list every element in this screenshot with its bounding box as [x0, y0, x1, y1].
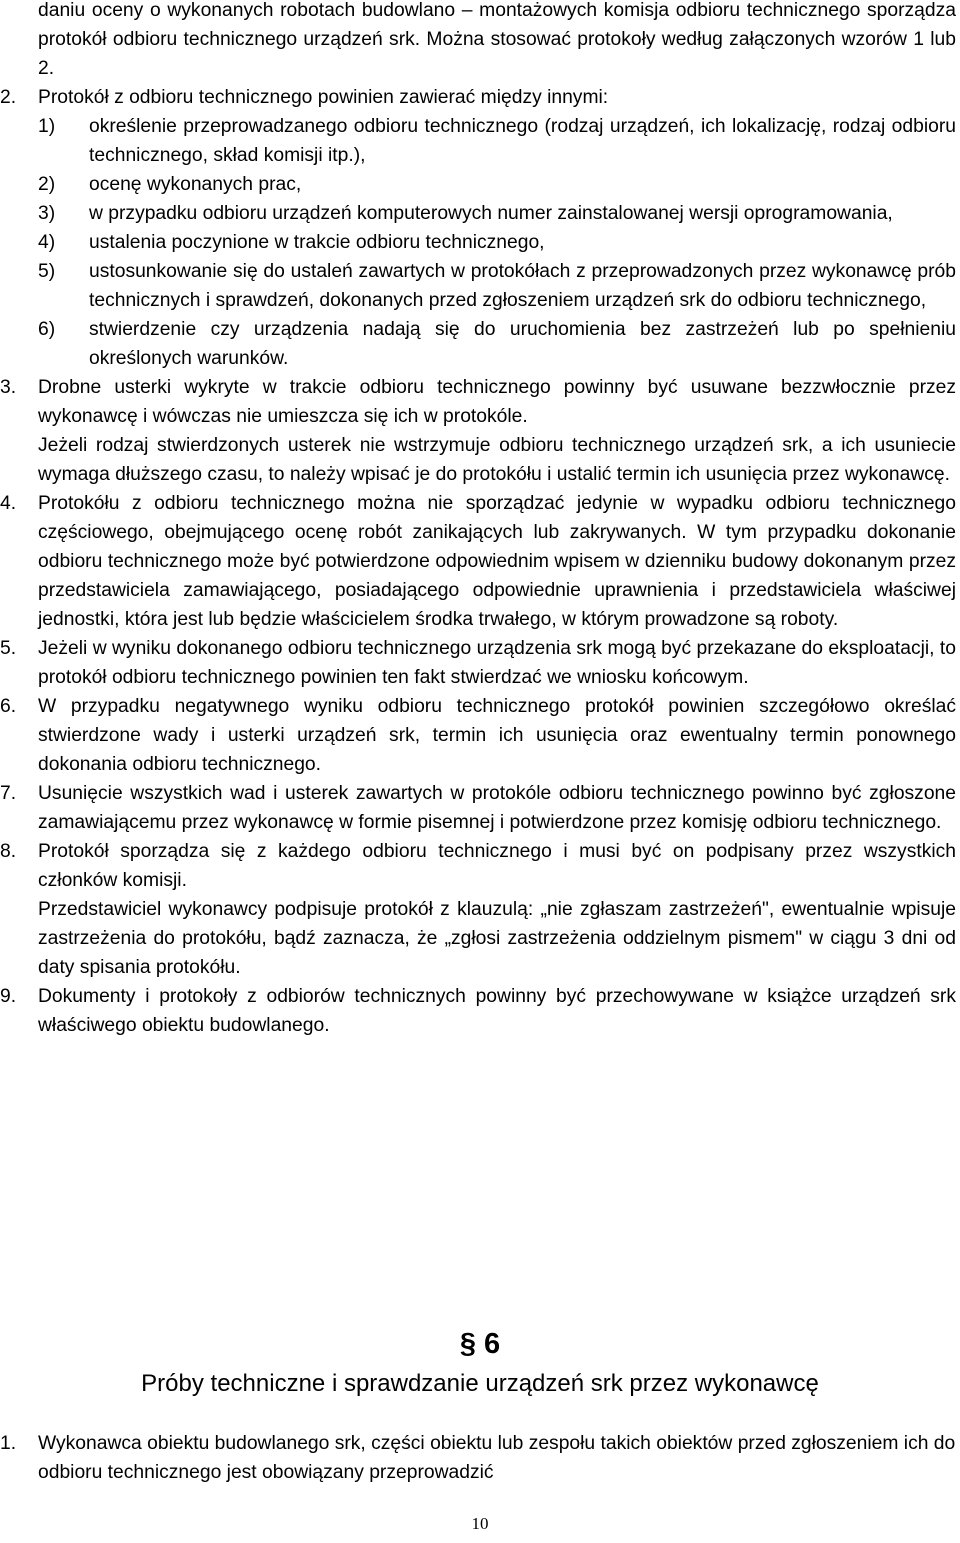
subitem-5 — [0, 257, 960, 315]
list-item-5 — [0, 634, 960, 692]
item-number: 8. — [0, 841, 17, 862]
subitem-text: w przypadku odbioru urządzeń komputerowych numer zainstalowanej wersji oprogramowania, — [89, 203, 893, 224]
subitem-text: ocenę wykonanych prac, — [89, 174, 302, 195]
section-body-text — [0, 1410, 960, 1507]
subitem-1 — [0, 112, 960, 170]
subitem-2 — [0, 170, 960, 199]
subitem-4 — [0, 228, 960, 257]
subitem-text: stwierdzenie czy urządzenia nadają się do uruchomienia bez zastrzeżeń lub po spełnieniu określonych warunków. — [89, 319, 956, 369]
list-item-7 — [0, 779, 960, 837]
section-title: Próby techniczne i sprawdzanie urządzeń srk przez wykonawcę — [141, 1370, 819, 1397]
subitem-number: 5) — [38, 261, 56, 282]
list-item-2 — [0, 83, 960, 112]
subitem-number: 6) — [38, 319, 56, 340]
page-number: 10 — [471, 1514, 489, 1533]
item-extra-text: Przedstawiciel wykonawcy podpisuje protokół z klauzulą: „nie zgłaszam zastrzeżeń", ewentualnie wpisuje zastrzeżenia do protokółu, bądź zaznacza, że „zgłosi zastrzeżenia oddzielnym pismem" w ciągu 3 dni od daty spisania protokółu. — [38, 899, 956, 978]
subitem-number: 1) — [38, 116, 56, 137]
item-text: Jeżeli w wyniku dokonanego odbioru technicznego urządzenia srk mogą być przekazane do eksploatacji, to protokół odbioru technicznego powinien ten fakt stwierdzać we wniosku końcowym. — [38, 638, 956, 688]
item-text: Usunięcie wszystkich wad i usterek zawartych w protokóle odbioru technicznego powinno być zgłoszone zamawiającemu przez wykonawcę w formie pisemnej i potwierdzone przez komisję odbioru technicznego. — [38, 783, 956, 833]
paragraph-continuation: daniu oceny o wykonanych robotach budowlano – montażowych komisja odbioru technicznego sporządza protokół odbioru technicznego urządzeń srk. Można stosować protokoły według załączonych wzorów 1 lub 2. — [38, 0, 956, 79]
item-text: Protokół sporządza się z każdego odbioru technicznego i musi być on podpisany przez wszystkich członków komisji. — [38, 841, 956, 891]
item-number: 4. — [0, 493, 17, 514]
item-number: 2. — [0, 87, 17, 108]
item-text: W przypadku negatywnego wyniku odbioru technicznego protokół powinien szczegółowo określać stwierdzone wady i usterki urządzeń srk, termin ich usunięcia oraz ewentualny termin ponownego dokonania odbioru technicznego. — [38, 696, 956, 775]
item-number: 9. — [0, 986, 17, 1007]
section-list-item-1 — [0, 1429, 960, 1487]
item-text: Dokumenty i protokoły z odbiorów technicznych powinny być przechowywane w książce urządzeń srk właściwego obiektu budowlanego. — [38, 986, 956, 1036]
subitem-text: ustosunkowanie się do ustaleń zawartych w protokółach z przeprowadzonych przez wykonawcę prób technicznych i sprawdzeń, dokonanych przed zgłoszeniem urządzeń srk do odbioru technicznego, — [89, 261, 956, 311]
section-number: § 6 — [459, 1328, 501, 1360]
item-text: Protokółu z odbioru technicznego można nie sporządzać jedynie w wypadku odbioru technicznego częściowego, obejmującego ocenę robót zanikających lub zakrywanych. W tym przypadku dokonanie odbioru technicznego może być potwierdzone odpowiednim wpisem w dzienniku budowy dokonanym przez przedstawiciela zamawiającego, posiadającego odpowiednie uprawnienia i przedstawiciela właściwej jednostki, która jest lub będzie właścicielem środka trwałego, w którym prowadzone są roboty. — [38, 493, 956, 630]
list-item-6 — [0, 692, 960, 779]
item-number: 1. — [0, 1433, 17, 1455]
item-text: Protokół z odbioru technicznego powinien zawierać między innymi: — [38, 87, 609, 108]
item-number: 5. — [0, 638, 17, 659]
list-item-9 — [0, 982, 960, 1040]
subitem-3 — [0, 199, 960, 228]
subitem-text: ustalenia poczynione w trakcie odbioru technicznego, — [89, 232, 545, 253]
item-text: Drobne usterki wykryte w trakcie odbioru technicznego powinny być usuwane bezzwłocznie przez wykonawcę i wówczas nie umieszcza się ich w protokóle. — [38, 377, 956, 427]
subitem-text: określenie przeprowadzanego odbioru technicznego (rodzaj urządzeń, ich lokalizację, rodzaj odbioru technicznego, skład komisji itp.), — [89, 116, 956, 166]
item-text: Wykonawca obiektu budowlanego srk, części obiektu lub zespołu takich obiektów przed zgłoszeniem ich do odbioru technicznego jest obowiązany przeprowadzić — [38, 1433, 956, 1484]
item-number: 6. — [0, 696, 17, 717]
list-item-8 — [0, 837, 960, 982]
subitem-number: 2) — [38, 174, 56, 195]
item-extra-text: Jeżeli rodzaj stwierdzonych usterek nie wstrzymuje odbioru technicznego urządzeń srk, a ich usuniecie wymaga dłuższego czasu, to należy wpisać je do protokółu i ustalić termin ich usunięcia przez wykonawcę. — [38, 435, 956, 485]
subitem-number: 3) — [38, 203, 56, 224]
list-item-3 — [0, 373, 960, 489]
subitem-6 — [0, 315, 960, 373]
item-number: 3. — [0, 377, 17, 398]
list-item-4 — [0, 489, 960, 634]
subitem-number: 4) — [38, 232, 56, 253]
item-number: 7. — [0, 783, 17, 804]
